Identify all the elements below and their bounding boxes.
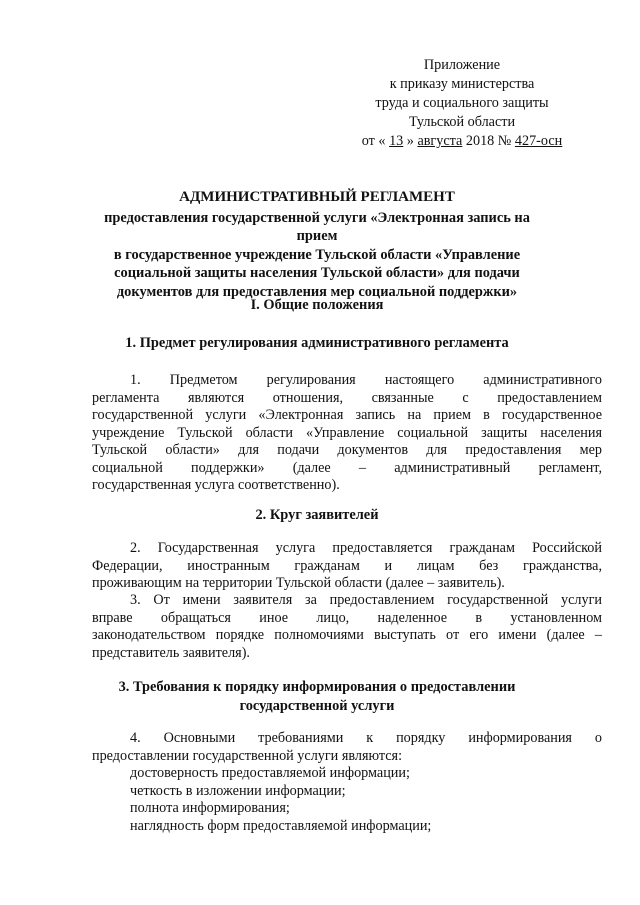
date-mid: » [406, 133, 414, 149]
text-line: 2. Государственная услуга предоставляется гражданам Российской [130, 540, 602, 556]
approval-date-line [352, 132, 572, 151]
approval-line: к приказу министерства [389, 76, 535, 92]
text-line: регламента являются отношения, связанные с предоставлением [92, 389, 602, 406]
approval-block [352, 56, 572, 151]
heading-line: государственной услуги [239, 697, 395, 714]
order-number: 427-осн [514, 133, 563, 149]
subsection-heading: 2. Круг заявителей [255, 507, 379, 523]
text-line: предоставлении государственной услуги являются: [92, 747, 403, 764]
approval-line: Приложение [423, 57, 501, 73]
text-line: государственная услуга соответственно). [92, 477, 340, 493]
title-line: предоставления государственной услуги «Электронная запись на прием [104, 209, 530, 244]
text-line: законодательством порядке полномочиями выступать от его имени (далее – [92, 627, 602, 643]
text-line: 3. От имени заявителя за предоставлением государственной услуги [130, 592, 602, 608]
document-title [90, 188, 544, 301]
subsection-heading [90, 678, 544, 715]
approval-line: труда и социального защиты [375, 95, 549, 111]
title-line: социальной защиты населения Тульской области» для подачи [114, 265, 520, 281]
paragraph-3 [92, 592, 602, 662]
approval-line: Тульской области [408, 114, 516, 130]
text-line: проживающим на территории Тульской области (далее – заявитель). [92, 575, 505, 591]
date-month: августа [417, 133, 463, 149]
date-year: 2018 № [465, 133, 512, 149]
title-line: документов для предоставления мер социальной поддержки» [116, 283, 518, 300]
paragraph-4 [92, 730, 602, 765]
requirements-list [130, 765, 600, 835]
text-line: 1. Предметом регулирования настоящего административного [130, 372, 602, 388]
date-day: 13 [389, 133, 404, 149]
subsection-heading: 1. Предмет регулирования административного регламента [125, 335, 509, 351]
list-item: четкость в изложении информации; [130, 782, 346, 799]
text-line: Тульской области» для подачи документов для предоставления мер [92, 442, 602, 458]
list-item: наглядность форм предоставляемой информации; [130, 817, 432, 834]
text-line: учреждение Тульской области «Управление социальной защиты населения [92, 424, 602, 441]
section-heading: I. Общие положения [250, 297, 384, 313]
text-line: 4. Основными требованиями к порядку информирования о [130, 730, 602, 746]
list-item: полнота информирования; [130, 800, 290, 816]
text-line: государственной услуги «Электронная запись на прием в государственное [92, 407, 602, 423]
text-line: вправе обращаться иное лицо, наделенное в установленном [92, 609, 602, 626]
text-line: социальной поддержки» (далее – административный регламент, [92, 459, 602, 476]
title-line: в государственное учреждение Тульской области «Управление [113, 246, 521, 263]
paragraph-2 [92, 540, 602, 593]
heading-line: 3. Требования к порядку информирования о предоставлении [118, 679, 516, 695]
paragraph-1 [92, 372, 602, 495]
date-prefix: от « [361, 133, 386, 149]
title-main: АДМИНИСТРАТИВНЫЙ РЕГЛАМЕНТ [179, 189, 455, 205]
text-line: Федерации, иностранным гражданам и лицам без гражданства, [92, 557, 602, 574]
list-item: достоверность предоставляемой информации; [130, 765, 410, 781]
text-line: представитель заявителя). [92, 644, 250, 661]
